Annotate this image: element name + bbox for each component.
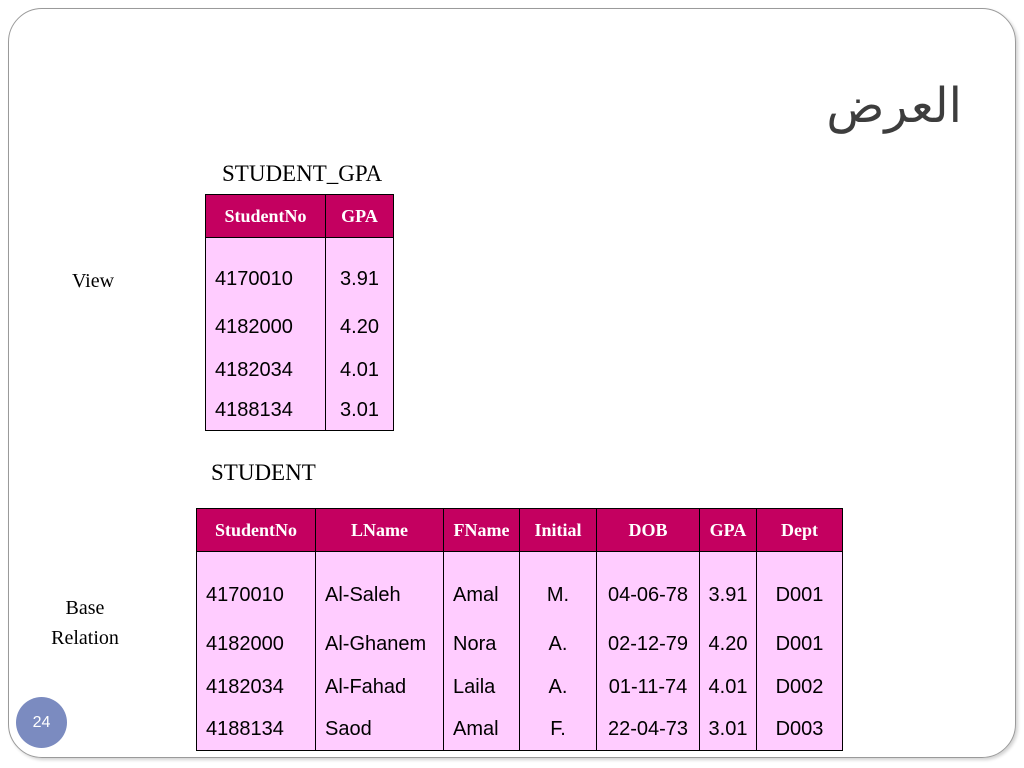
base-table xyxy=(196,508,843,751)
page-number-badge: 24 xyxy=(16,697,67,748)
view-header-row xyxy=(206,195,394,238)
base-relation-label xyxy=(40,593,130,653)
base-cell-studentno: 4182034 xyxy=(197,666,316,709)
base-col-dob: DOB xyxy=(597,509,700,552)
base-cell-initial: A. xyxy=(520,623,597,666)
view-cell-gpa: 3.91 xyxy=(326,238,394,306)
view-cell-gpa: 4.01 xyxy=(326,349,394,392)
base-cell-lname: Al-Saleh xyxy=(316,552,444,623)
table-row xyxy=(206,392,394,431)
base-col-lname: LName xyxy=(316,509,444,552)
base-table-title: STUDENT xyxy=(211,460,316,485)
base-cell-studentno: 4170010 xyxy=(197,552,316,623)
base-cell-initial: F. xyxy=(520,709,597,751)
base-col-fname: FName xyxy=(444,509,520,552)
table-row xyxy=(197,623,843,666)
slide-title: العرض xyxy=(826,78,962,134)
base-cell-dept: D001 xyxy=(757,552,843,623)
base-cell-lname: Saod xyxy=(316,709,444,751)
table-row xyxy=(206,306,394,349)
base-cell-gpa: 4.20 xyxy=(700,623,757,666)
base-cell-initial: A. xyxy=(520,666,597,709)
base-header-row xyxy=(197,509,843,552)
view-table-title: STUDENT_GPA xyxy=(222,161,383,186)
base-cell-gpa: 3.01 xyxy=(700,709,757,751)
view-col-studentno: StudentNo xyxy=(206,195,326,238)
base-cell-dob: 22-04-73 xyxy=(597,709,700,751)
base-cell-lname: Al-Fahad xyxy=(316,666,444,709)
base-cell-studentno: 4182000 xyxy=(197,623,316,666)
view-col-gpa: GPA xyxy=(326,195,394,238)
base-col-initial: Initial xyxy=(520,509,597,552)
base-cell-fname: Nora xyxy=(444,623,520,666)
view-cell-studentno: 4170010 xyxy=(206,238,326,306)
base-cell-dob: 01-11-74 xyxy=(597,666,700,709)
base-cell-fname: Laila xyxy=(444,666,520,709)
base-cell-studentno: 4188134 xyxy=(197,709,316,751)
base-cell-fname: Amal xyxy=(444,709,520,751)
base-cell-gpa: 4.01 xyxy=(700,666,757,709)
table-row xyxy=(197,709,843,751)
base-cell-gpa: 3.91 xyxy=(700,552,757,623)
view-cell-gpa: 3.01 xyxy=(326,392,394,431)
base-cell-dob: 04-06-78 xyxy=(597,552,700,623)
table-row xyxy=(197,666,843,709)
view-cell-studentno: 4188134 xyxy=(206,392,326,431)
base-label-line1: Base xyxy=(65,597,105,619)
view-cell-studentno: 4182000 xyxy=(206,306,326,349)
base-cell-dept: D002 xyxy=(757,666,843,709)
view-label: View xyxy=(71,270,115,292)
view-cell-gpa: 4.20 xyxy=(326,306,394,349)
base-col-dept: Dept xyxy=(757,509,843,552)
table-row xyxy=(197,552,843,623)
base-cell-dept: D003 xyxy=(757,709,843,751)
base-cell-dob: 02-12-79 xyxy=(597,623,700,666)
base-cell-dept: D001 xyxy=(757,623,843,666)
base-cell-lname: Al-Ghanem xyxy=(316,623,444,666)
view-table xyxy=(205,194,394,431)
base-col-studentno: StudentNo xyxy=(197,509,316,552)
table-row xyxy=(206,238,394,306)
base-cell-fname: Amal xyxy=(444,552,520,623)
view-cell-studentno: 4182034 xyxy=(206,349,326,392)
base-cell-initial: M. xyxy=(520,552,597,623)
table-row xyxy=(206,349,394,392)
base-label-line2: Relation xyxy=(51,627,119,649)
base-col-gpa: GPA xyxy=(700,509,757,552)
